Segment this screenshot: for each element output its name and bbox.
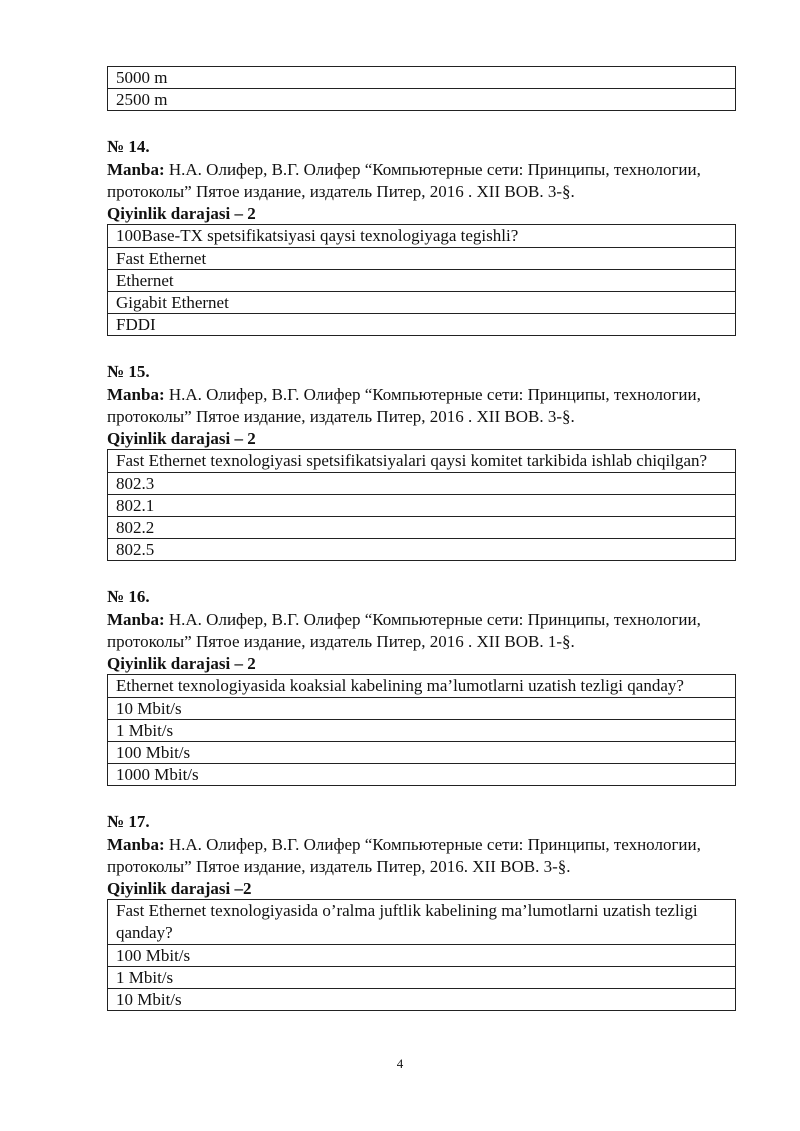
answer-option: 10 Mbit/s: [108, 698, 736, 720]
answer-option: 100 Mbit/s: [108, 945, 736, 967]
answer-option: 802.5: [108, 539, 736, 561]
answer-option: 802.1: [108, 495, 736, 517]
difficulty-level: Qiyinlik darajasi –2: [107, 879, 252, 898]
question-source: [107, 609, 736, 653]
answer-option: 10 Mbit/s: [108, 989, 736, 1011]
answer-row: [108, 67, 736, 89]
question-source: [107, 384, 736, 428]
source-text: Н.А. Олифер, В.Г. Олифер “Компьютерные сети: Принципы, технологии, протоколы” Пятое издание, издатель Питер, 2016 . XII BOB. 1-§.: [107, 610, 701, 651]
answer-option: Ethernet: [108, 270, 736, 292]
question-source: [107, 159, 736, 203]
difficulty-level: Qiyinlik darajasi – 2: [107, 429, 256, 448]
question-number: № 14.: [107, 137, 150, 156]
question-source: [107, 834, 736, 878]
question-number: № 17.: [107, 812, 150, 831]
answer-option: Fast Ethernet: [108, 248, 736, 270]
difficulty-level: Qiyinlik darajasi – 2: [107, 204, 256, 223]
document-page: [107, 66, 736, 1011]
question-text: Fast Ethernet texnologiyasida o’ralma juftlik kabelining ma’lumotlarni uzatish tezligi qanday?: [108, 900, 736, 945]
answer-option: FDDI: [108, 314, 736, 336]
question-table: [107, 224, 736, 336]
question-text: Ethernet texnologiyasida koaksial kabelining ma’lumotlarni uzatish tezligi qanday?: [108, 675, 736, 698]
question-text: 100Base-TX spetsifikatsiyasi qaysi texnologiyaga tegishli?: [108, 225, 736, 248]
source-text: Н.А. Олифер, В.Г. Олифер “Компьютерные сети: Принципы, технологии, протоколы” Пятое издание, издатель Питер, 2016 . XII BOB. 3-§.: [107, 160, 701, 201]
difficulty-level: Qiyinlik darajasi – 2: [107, 654, 256, 673]
question-table: [107, 899, 736, 1011]
source-label: Manba:: [107, 385, 165, 404]
page-number: 4: [396, 1056, 404, 1071]
question-number: № 16.: [107, 587, 150, 606]
answer-option: 2500 m: [108, 89, 736, 111]
answer-option: 1 Mbit/s: [108, 967, 736, 989]
answer-option: 802.2: [108, 517, 736, 539]
answer-option: 802.3: [108, 473, 736, 495]
answer-row: [108, 89, 736, 111]
answer-option: Gigabit Ethernet: [108, 292, 736, 314]
question-number: № 15.: [107, 362, 150, 381]
question-block-15: [107, 361, 736, 561]
answer-option: 5000 m: [108, 67, 736, 89]
answer-option: 1 Mbit/s: [108, 720, 736, 742]
answer-table-continued: [107, 66, 736, 111]
source-label: Manba:: [107, 160, 165, 179]
question-table: [107, 674, 736, 786]
answer-option: 1000 Mbit/s: [108, 764, 736, 786]
source-text: Н.А. Олифер, В.Г. Олифер “Компьютерные сети: Принципы, технологии, протоколы” Пятое издание, издатель Питер, 2016. XII BOB. 3-§.: [107, 835, 701, 876]
question-block-16: [107, 586, 736, 786]
source-text: Н.А. Олифер, В.Г. Олифер “Компьютерные сети: Принципы, технологии, протоколы” Пятое издание, издатель Питер, 2016 . XII BOB. 3-§.: [107, 385, 701, 426]
source-label: Manba:: [107, 610, 165, 629]
question-table: [107, 449, 736, 561]
question-block-17: [107, 811, 736, 1011]
source-label: Manba:: [107, 835, 165, 854]
question-text: Fast Ethernet texnologiyasi spetsifikatsiyalari qaysi komitet tarkibida ishlab chiqilgan?: [108, 450, 736, 473]
question-block-14: [107, 136, 736, 336]
answer-option: 100 Mbit/s: [108, 742, 736, 764]
